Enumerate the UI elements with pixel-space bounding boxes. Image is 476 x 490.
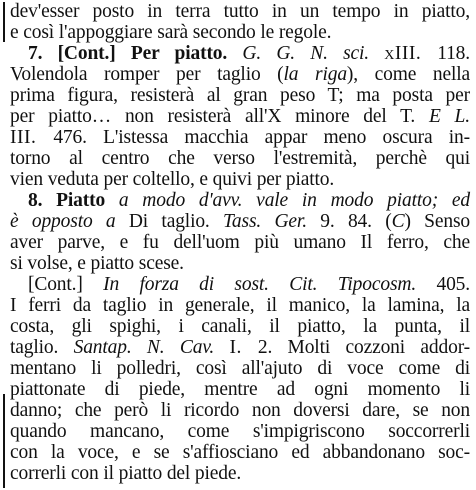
citation-volume: I. [229,337,258,358]
text-span: costa, gli spighi, i canali, il piatto, la punta, il [10,316,470,337]
text-span: correrli con il piatto del piede. [10,463,242,484]
text-line [10,462,470,486]
entry-headword: 8. Piatto [28,190,119,211]
text-span: ) Senso [404,211,470,232]
citation-volume: III. [10,127,54,148]
text-span: piattonate di piede, mentre ad ogni momento li [10,379,470,400]
citation-page: 118. [437,43,470,64]
text-span: quando mancano, come s'impigriscono soccorrerli [10,421,470,442]
text-span: Di taglio. [128,211,224,232]
entry-definition: a modo d'avv. vale in modo piatto; ed [118,190,470,211]
margin-rule-top [3,2,5,42]
citation-volume: xIII. [384,43,438,64]
text-span: taglio. [10,337,74,358]
text-span: per piatto… non resisterà all'X minore del T. [10,106,429,127]
margin-rule-bottom [3,394,5,488]
text-span: aver parve, e fu dell'uom più umano Il ferro, che [10,232,470,253]
text-span: mentano li polledri, così all'ajuto di voce come di [10,358,470,379]
text-span: ), come nella [346,64,470,85]
text-span: con la voce, e se s'affiosciano ed abbandonano soc- [10,442,470,463]
text-span: danno; che però li ricordo non doversi dare, se non [10,400,470,421]
text-span: dev'esser posto in terra tutto in un tempo in piatto, [10,1,470,22]
entry-headword: [Cont.] [28,274,104,295]
text-span: e così l'appoggiare sarà secondo le regole. [10,22,332,43]
text-span: vien veduta per coltello, e quivi per piatto. [10,169,335,190]
entry-headword: [Cont.] Per piatto. [57,43,243,64]
text-span: prima figura, resisterà al gran peso T; ma posta per [10,85,470,106]
text-span: 476. L'istessa macchia appar meno oscura in- [53,127,471,148]
text-span: 9. 84. ( [320,211,392,232]
text-span: Volendola romper per taglio ( [10,64,284,85]
text-span-italic: C [391,211,405,232]
text-span: I ferri da taglio in generale, il manico, la lamina, la [10,295,470,316]
text-span: torno al centro che verso l'estremità, perchè qui [10,148,470,169]
text-span: 2. Molti cozzoni addor- [257,337,470,358]
entry-definition: è opposto a [10,211,129,232]
citation-source: G. G. N. sci. [242,43,385,64]
citation-page: 405. [436,274,470,295]
entry-definition: In forza di sost. Cit. Tipocosm. [103,274,437,295]
entry-number: 7. [28,43,58,64]
citation-source: Tass. Ger. [223,211,321,232]
text-span: si volse, e piatto scese. [10,253,184,274]
citation-source: E L. [428,106,470,127]
text-span-italic: la riga [283,64,347,85]
citation-source: Santap. N. Cav. [73,337,230,358]
